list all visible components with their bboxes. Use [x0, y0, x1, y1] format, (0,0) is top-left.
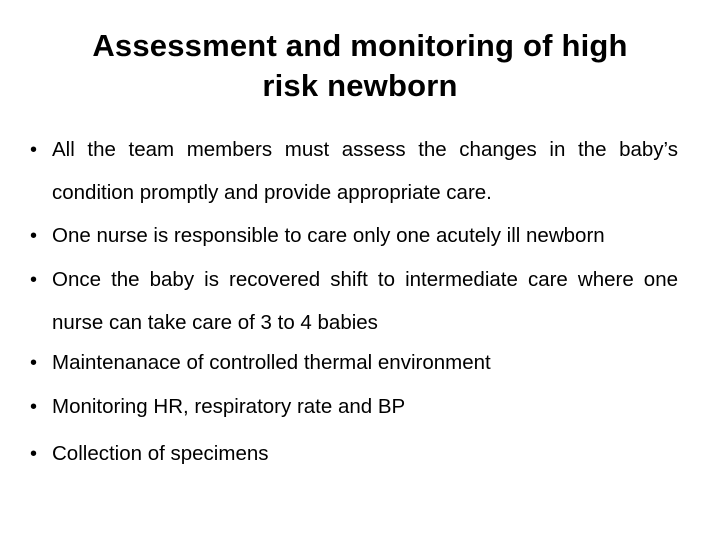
bullet-dot-icon: •: [30, 139, 38, 161]
bullet-text: Once the baby is recovered shift to intermediate care where one nurse can take care of 3 to 4 babies: [52, 268, 678, 334]
slide-title-line-1: Assessment and monitoring of high: [92, 28, 628, 63]
bullet-text: Collection of specimens: [52, 442, 269, 465]
bullet-dot-icon: •: [30, 396, 38, 418]
bullet-dot-icon: •: [30, 225, 38, 247]
bullet-dot-icon: •: [30, 443, 38, 465]
slide-title-line-2: risk newborn: [262, 68, 458, 103]
bullet-text: One nurse is responsible to care only one acutely ill newborn: [52, 224, 605, 247]
bullet-dot-icon: •: [30, 269, 38, 291]
bullet-text: All the team members must assess the changes in the baby’s condition promptly and provide appropriate care.: [52, 138, 678, 204]
bullet-dot-icon: •: [30, 352, 38, 374]
bullet-text: Monitoring HR, respiratory rate and BP: [52, 395, 406, 418]
bullet-text: Maintenanace of controlled thermal environment: [52, 351, 491, 374]
